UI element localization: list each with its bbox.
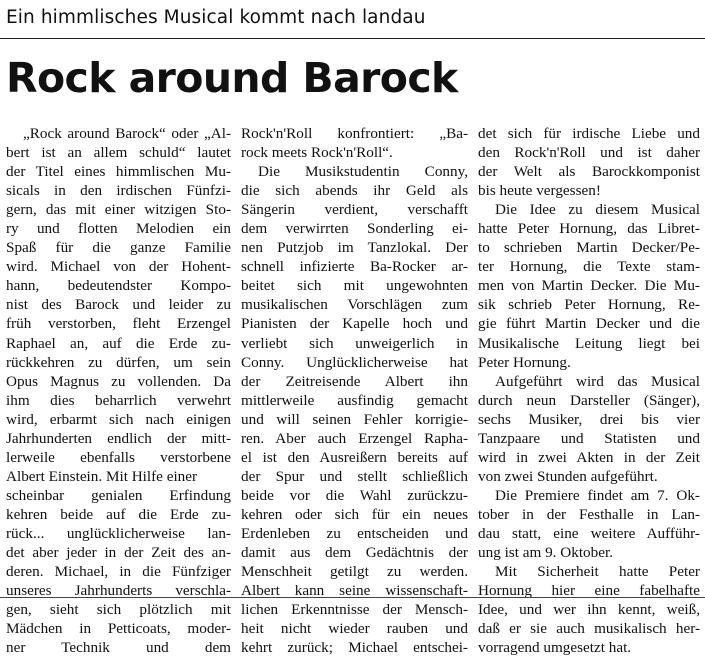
column-1-line: deren. Michael, in die Fünfziger	[6, 563, 231, 581]
column-3-line: Tanzpaare und Statisten und	[478, 429, 700, 447]
column-1-line: Opus Magnus zu vollenden. Da	[6, 372, 231, 390]
column-3-line: wird in zwei Akten in der Zeit	[478, 448, 700, 466]
column-1-line: Albert Einstein. Mit Hilfe einer	[6, 467, 198, 485]
column-3-line: ung ist am 9. Oktober.	[478, 544, 613, 562]
column-2-line: mittlerweile ausfindig gemacht	[241, 391, 468, 409]
column-2-line: dem verwirrten Sonderling ei-	[241, 220, 468, 238]
column-3-line: von zwei Stunden aufgeführt.	[478, 467, 658, 485]
column-1-line: ry und flotten Melodien ein	[6, 220, 231, 238]
column-2-line: rock meets Rock'n'Roll“.	[241, 144, 393, 162]
column-1-line: Raphael an, auf die Erde zu-	[6, 334, 231, 352]
column-3-line: sechs Musiker, drei bis vier	[478, 410, 700, 428]
column-1-line: wird, erbarmt sich nach einigen	[6, 410, 231, 428]
column-3-line: daß er sie auch musikalisch her-	[478, 620, 700, 638]
column-2-line: Conny. Unglücklicherweise hat	[241, 353, 468, 371]
top-rule	[0, 38, 705, 39]
column-3-line: men von Martin Decker. Die Mu-	[478, 277, 700, 295]
column-3-line: durch neun Darsteller (Sänger),	[478, 391, 700, 409]
column-3-line: bis heute vergessen!	[478, 182, 601, 200]
column-2-line: damit aus dem Gedächtnis der	[241, 544, 468, 562]
column-3-line: der Welt als Barockkomponist	[478, 163, 700, 181]
column-1-line: ihm dies beharrlich verwehrt	[6, 391, 231, 409]
column-2-line: Sängerin verdient, verschafft	[241, 201, 468, 219]
column-3-line: ter Hornung, die Texte stam-	[478, 258, 700, 276]
column-3-line: sik schrieb Peter Hornung, Re-	[478, 296, 700, 314]
column-1-line: gen, sieht sich plötzlich mit	[6, 601, 231, 619]
column-1-line: sicals in den irdischen Fünfzi-	[6, 182, 231, 200]
column-1-line: früh verstorben, fleht Erzengel	[6, 315, 231, 333]
column-3-line: Peter Hornung.	[478, 353, 571, 371]
column-1-line: nist des Barock und leider zu	[6, 296, 231, 314]
column-2-line: ren. Aber auch Erzengel Rapha-	[241, 429, 468, 447]
column-3-line: hatte Peter Hornung, das Libret-	[478, 220, 700, 238]
column-3-line: Die Premiere findet am 7. Ok-	[495, 486, 700, 504]
column-1-line: bert ist an allem schuld“ lautet	[6, 144, 231, 162]
column-2-line: kehren oder sich für ein neues	[241, 505, 468, 523]
column-1-line: Spaß für die ganze Familie	[6, 239, 231, 257]
column-1-line: scheinbar genialen Erfindung	[6, 486, 231, 504]
column-1-line: Mädchen in Petticoats, moder-	[6, 620, 231, 638]
column-2-line: der Zeitreisende Albert ihn	[241, 372, 468, 390]
column-2-line: beitet sich mit ungewohnten	[241, 277, 468, 295]
column-2-line: Menschheit getilgt zu werden.	[241, 563, 468, 581]
bottom-rule	[0, 597, 705, 598]
column-2-line: schnell infizierte Ba-Rocker ar-	[241, 258, 468, 276]
column-2-line: Albert kann seine wissenschaft-	[241, 582, 468, 600]
column-1-line: unseres Jahrhunderts verschla-	[6, 582, 231, 600]
column-2-line: beide vor die Wahl zurückzu-	[241, 486, 468, 504]
column-2-line: heit nicht wieder rauben und	[241, 620, 468, 638]
column-2-line: lichen Erkenntnisse der Mensch-	[241, 601, 468, 619]
column-1-line: Jahrhunderten endlich der mitt-	[6, 429, 231, 447]
text-column-2	[241, 124, 468, 657]
column-2-line: Pianisten der Kapelle hoch und	[241, 315, 468, 333]
column-1-line: rück... unglücklicherweise lan-	[6, 524, 231, 542]
column-2-line: kehrt zurück; Michael entschei-	[241, 639, 468, 657]
column-2-line: el ist den Ausreißern bereits auf	[241, 448, 468, 466]
column-1-line: lerweile ebenfalls verstorbene	[6, 448, 231, 466]
column-2-line: nen Putzjob im Tanzlokal. Der	[241, 239, 468, 257]
column-3-line: tober in der Festhalle in Lan-	[478, 505, 700, 523]
column-2-line: der Spur und stellt schließlich	[241, 467, 468, 485]
column-3-line: to schrieben Martin Decker/Pe-	[478, 239, 700, 257]
column-3-line: dau statt, eine weitere Aufführ-	[478, 524, 700, 542]
column-3-line: Idee, und wer ihn kennt, weiß,	[478, 601, 700, 619]
column-1-line: der Titel eines himmlischen Mu-	[6, 163, 231, 181]
column-1-line: kehren beide auf die Erde zu-	[6, 505, 231, 523]
column-3-line: Die Idee zu diesem Musical	[495, 201, 700, 219]
column-3-line: gie führt Martin Decker und die	[478, 315, 700, 333]
column-3-line: den Rock'n'Roll und ist daher	[478, 144, 700, 162]
column-2-line: die sich abends ihr Geld als	[241, 182, 468, 200]
text-column-3	[478, 124, 700, 657]
column-2-line: Die Musikstudentin Conny,	[258, 163, 468, 181]
column-1-line: det aber jeder in der Zeit des an-	[6, 544, 231, 562]
column-2-line: Erdenleben zu entscheiden und	[241, 524, 468, 542]
column-3-line: Musikalische Leitung liegt bei	[478, 334, 700, 352]
column-1-line: gern, das mit einer witzigen Sto-	[6, 201, 231, 219]
column-2-line: Rock'n'Roll konfrontiert: „Ba-	[241, 125, 468, 142]
column-1-line: rückkehren zu dürfen, um sein	[6, 353, 231, 371]
column-1-line: ner Technik und dem	[6, 639, 231, 657]
column-3-line: vorragend umgesetzt hat.	[478, 639, 632, 657]
column-3-line: Aufgeführt wird das Musical	[495, 372, 700, 390]
column-1-line: hann, bedeutendster Kompo-	[6, 277, 231, 295]
column-1-line: „Rock around Barock“ oder „Al-	[23, 125, 231, 142]
article-kicker: Ein himmlisches Musical kommt nach landau	[6, 7, 426, 28]
text-column-1	[6, 124, 231, 657]
column-3-line: det sich für irdische Liebe und	[478, 125, 700, 142]
article-headline: Rock around Barock	[6, 54, 458, 102]
column-3-line: Hornung hier eine fabelhafte	[478, 582, 700, 600]
column-3-line: Mit Sicherheit hatte Peter	[495, 563, 700, 581]
column-2-line: musikalischen Vorschlägen zum	[241, 296, 468, 314]
column-2-line: und will seinen Fehler korrigie-	[241, 410, 468, 428]
column-2-line: verliebt sich unweigerlich in	[241, 334, 468, 352]
column-1-line: wird. Michael von der Hohent-	[6, 258, 231, 276]
